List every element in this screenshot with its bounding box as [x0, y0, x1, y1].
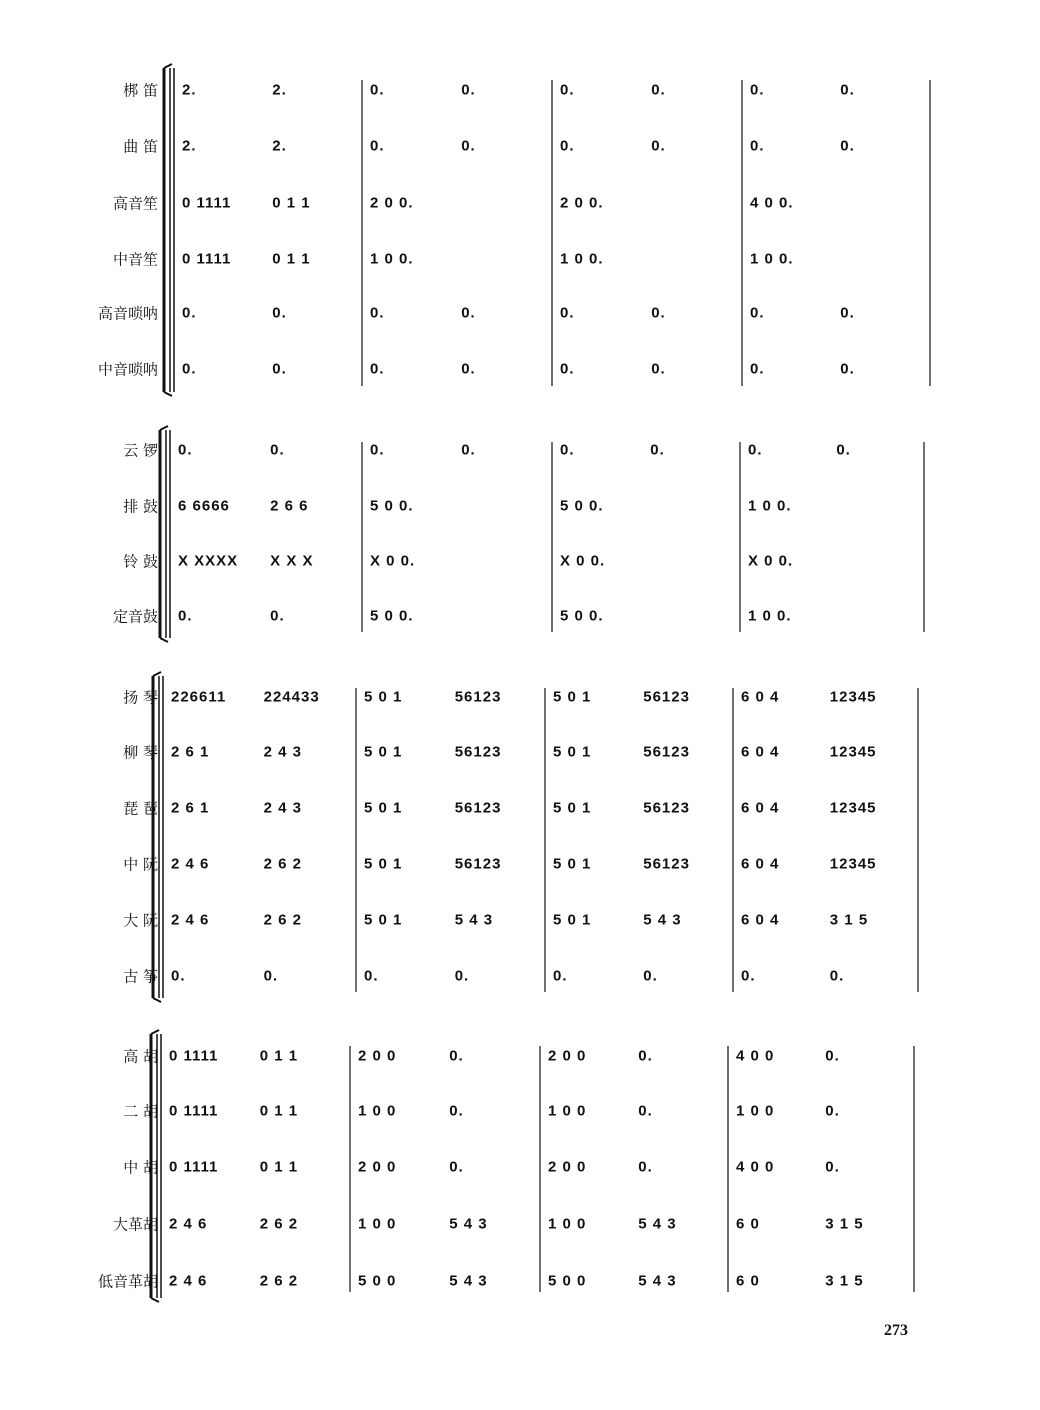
notation-beat: 1 0 0: [548, 1102, 587, 1120]
instrument-name: 中 阮: [123, 855, 158, 874]
notation-beat: X 0 0.: [370, 552, 416, 570]
notation-beat: 2 6 2: [263, 855, 302, 873]
instrument-name: 中音唢呐: [97, 360, 158, 379]
bracket-hook-bottom: [151, 1298, 159, 1302]
notation-beat: 2 4 6: [169, 1215, 208, 1233]
notation-beat: X XXXX: [178, 552, 239, 570]
notation-beat: 2 0 0: [358, 1047, 397, 1065]
notation-beat: 56123: [643, 743, 690, 761]
notation-beat: 2 4 3: [263, 743, 302, 761]
notation-beat: 0.: [825, 1102, 840, 1120]
notation-beat: 0.: [825, 1158, 840, 1176]
notation-beat: 56123: [643, 855, 690, 873]
bracket-hook-bottom: [160, 638, 168, 642]
notation-beat: 5 0 1: [553, 911, 592, 929]
notation-beat: 5 4 3: [449, 1215, 488, 1233]
notation-beat: 0.: [178, 441, 193, 459]
notation-beat: 5 0 0.: [560, 497, 604, 515]
notation-beat: 5 4 3: [638, 1215, 677, 1233]
notation-beat: 12345: [829, 688, 877, 706]
notation-beat: 0 1 1: [259, 1102, 299, 1120]
notation-beat: X X X: [270, 552, 314, 570]
notation-beat: 6 0 4: [741, 743, 780, 761]
notation-beat: 0.: [182, 304, 197, 322]
notation-beat: 5 0 1: [364, 743, 403, 761]
notation-beat: 5 0 0.: [560, 607, 604, 625]
notation-beat: 2 4 6: [169, 1272, 208, 1290]
notation-beat: 5 4 3: [449, 1272, 488, 1290]
notation-beat: 0 1 1: [272, 250, 311, 268]
notation-beat: 0.: [750, 81, 765, 99]
notation-beat: 1 0 0.: [370, 250, 414, 268]
notation-beat: 1 0 0: [358, 1215, 397, 1233]
page-number: 273: [884, 1322, 908, 1339]
instrument-name: 大 阮: [123, 911, 158, 930]
notation-beat: 1 0 0.: [750, 250, 794, 268]
notation-beat: 5 0 1: [553, 799, 592, 817]
notation-beat: 0.: [454, 967, 470, 985]
notation-beat: 5 0 0: [548, 1272, 587, 1290]
notation-beat: 6 0 4: [741, 911, 780, 929]
notation-beat: 0 1111: [169, 1047, 219, 1065]
notation-beat: 2 0 0: [548, 1158, 587, 1176]
notation-beat: 0.: [270, 441, 285, 459]
notation-beat: 0.: [461, 441, 476, 459]
notation-beat: 1 0 0.: [748, 497, 792, 515]
instrument-name: 高音唢呐: [97, 304, 158, 323]
bracket-hook-top: [151, 1030, 159, 1034]
notation-beat: 5 0 0.: [370, 497, 414, 515]
bracket-hook-bottom: [153, 998, 161, 1002]
notation-beat: 3 1 5: [825, 1272, 864, 1290]
notation-beat: 0.: [651, 360, 666, 378]
notation-beat: 0.: [370, 137, 385, 155]
notation-beat: 0 1 1: [259, 1047, 299, 1065]
notation-beat: 2 6 6: [270, 497, 309, 515]
notation-beat: 0.: [560, 81, 575, 99]
notation-beat: 6 0: [736, 1215, 760, 1233]
notation-beat: 6 0 4: [741, 855, 780, 873]
notation-beat: 0.: [741, 967, 756, 985]
instrument-name: 古 筝: [123, 967, 158, 986]
notation-beat: 0 1 1: [259, 1158, 299, 1176]
notation-beat: 0.: [638, 1047, 653, 1065]
notation-beat: 2.: [182, 81, 197, 99]
notation-beat: 6 0 4: [741, 799, 780, 817]
notation-beat: 2.: [182, 137, 197, 155]
notation-beat: 1 0 0: [548, 1215, 587, 1233]
instrument-name: 中音笙: [112, 250, 158, 269]
notation-beat: 0.: [461, 137, 476, 155]
notation-beat: 56123: [454, 855, 502, 873]
notation-beat: 6 0 4: [741, 688, 780, 706]
notation-beat: 0.: [840, 81, 855, 99]
notation-beat: X 0 0.: [748, 552, 794, 570]
notation-beat: 0.: [651, 81, 666, 99]
notation-beat: 4 0 0: [736, 1158, 775, 1176]
instrument-name: 大革胡: [112, 1215, 158, 1234]
notation-beat: 56123: [643, 688, 690, 706]
notation-beat: X 0 0.: [560, 552, 606, 570]
notation-beat: 2.: [272, 81, 287, 99]
notation-beat: 0.: [449, 1102, 464, 1120]
notation-beat: 0.: [650, 441, 665, 459]
instrument-name: 扬 琴: [123, 688, 158, 707]
notation-beat: 0.: [638, 1158, 653, 1176]
notation-beat: 2 6 2: [259, 1215, 299, 1233]
notation-beat: 3 1 5: [829, 911, 869, 929]
notation-beat: 2 0 0.: [370, 194, 414, 212]
notation-beat: 5 0 1: [553, 743, 592, 761]
notation-beat: 0 1 1: [272, 194, 311, 212]
notation-beat: 0.: [560, 304, 575, 322]
notation-beat: 12345: [829, 799, 877, 817]
notation-beat: 0.: [651, 304, 666, 322]
notation-beat: 0.: [449, 1158, 464, 1176]
notation-beat: 0 1111: [182, 194, 232, 212]
instrument-name: 低音革胡: [97, 1272, 158, 1291]
instrument-name: 琵 琶: [123, 799, 158, 818]
notation-beat: 0.: [750, 137, 765, 155]
notation-beat: 2 6 1: [171, 799, 210, 817]
notation-beat: 0.: [840, 360, 855, 378]
notation-beat: 2 0 0.: [560, 194, 604, 212]
notation-beat: 2 4 6: [171, 911, 210, 929]
notation-beat: 0.: [370, 360, 385, 378]
notation-beat: 0.: [840, 137, 855, 155]
notation-beat: 0.: [272, 304, 287, 322]
notation-beat: 5 4 3: [638, 1272, 677, 1290]
notation-beat: 4 0 0.: [750, 194, 794, 212]
bracket-hook-bottom: [164, 392, 172, 396]
notation-beat: 56123: [454, 688, 502, 706]
notation-beat: 0.: [560, 137, 575, 155]
notation-beat: 5 0 0: [358, 1272, 397, 1290]
notation-beat: 0.: [370, 81, 385, 99]
notation-beat: 5 0 1: [553, 688, 592, 706]
notation-beat: 6 6666: [178, 497, 230, 515]
bracket-hook-top: [164, 64, 172, 68]
notation-beat: 0.: [836, 441, 851, 459]
notation-beat: 1 0 0: [358, 1102, 397, 1120]
notation-beat: 2.: [272, 137, 287, 155]
notation-beat: 0.: [364, 967, 379, 985]
instrument-name: 二 胡: [123, 1102, 158, 1121]
notation-beat: 56123: [454, 743, 502, 761]
notation-beat: 0.: [461, 81, 476, 99]
notation-beat: 12345: [829, 743, 877, 761]
notation-beat: 5 4 3: [454, 911, 494, 929]
notation-beat: 0.: [643, 967, 658, 985]
notation-beat: 0.: [263, 967, 279, 985]
notation-beat: 0.: [560, 441, 575, 459]
notation-beat: 0.: [272, 360, 287, 378]
notation-beat: 0.: [750, 360, 765, 378]
notation-beat: 0.: [171, 967, 186, 985]
notation-beat: 56123: [454, 799, 502, 817]
notation-beat: 2 6 1: [171, 743, 210, 761]
notation-beat: 1 0 0.: [560, 250, 604, 268]
notation-beat: 0.: [750, 304, 765, 322]
notation-beat: 5 0 1: [364, 688, 403, 706]
notation-beat: 5 0 1: [364, 911, 403, 929]
notation-beat: 2 0 0: [548, 1047, 587, 1065]
notation-beat: 5 0 1: [553, 855, 592, 873]
instrument-name: 铃 鼓: [123, 552, 158, 571]
notation-beat: 0.: [638, 1102, 653, 1120]
notation-beat: 0.: [553, 967, 568, 985]
notation-beat: 0.: [840, 304, 855, 322]
instrument-name: 云 锣: [123, 441, 158, 460]
notation-beat: 3 1 5: [825, 1215, 864, 1233]
notation-beat: 4 0 0: [736, 1047, 775, 1065]
notation-beat: 0 1111: [169, 1102, 219, 1120]
notation-beat: 0 1111: [182, 250, 232, 268]
notation-beat: 0.: [449, 1047, 464, 1065]
notation-beat: 226611: [171, 688, 227, 706]
notation-beat: 2 6 2: [263, 911, 302, 929]
notation-beat: 5 0 1: [364, 799, 403, 817]
notation-beat: 5 4 3: [643, 911, 682, 929]
notation-beat: 0.: [829, 967, 845, 985]
notation-beat: 5 0 0.: [370, 607, 414, 625]
instrument-name: 曲 笛: [123, 137, 158, 156]
notation-beat: 0.: [651, 137, 666, 155]
instrument-name: 定音鼓: [112, 607, 158, 626]
notation-beat: 0.: [560, 360, 575, 378]
notation-beat: 0.: [370, 304, 385, 322]
notation-beat: 56123: [643, 799, 690, 817]
instrument-name: 高音笙: [112, 194, 158, 213]
notation-beat: 0.: [182, 360, 197, 378]
instrument-name: 高 胡: [123, 1047, 158, 1066]
notation-beat: 5 0 1: [364, 855, 403, 873]
notation-beat: 0.: [370, 441, 385, 459]
bracket-hook-top: [153, 672, 161, 676]
notation-beat: 0.: [748, 441, 763, 459]
bracket-hook-top: [160, 426, 168, 430]
instrument-name: 梆 笛: [123, 81, 158, 100]
notation-beat: 2 4 3: [263, 799, 302, 817]
notation-beat: 12345: [829, 855, 877, 873]
notation-beat: 0.: [178, 607, 193, 625]
instrument-name: 柳 琴: [123, 743, 158, 762]
notation-beat: 2 4 6: [171, 855, 210, 873]
notation-beat: 2 0 0: [358, 1158, 397, 1176]
notation-beat: 1 0 0: [736, 1102, 775, 1120]
notation-beat: 0.: [461, 304, 476, 322]
notation-beat: 1 0 0.: [748, 607, 792, 625]
notation-beat: 0 1111: [169, 1158, 219, 1176]
notation-beat: 224433: [263, 688, 320, 706]
instrument-name: 排 鼓: [123, 497, 158, 516]
notation-beat: 0.: [270, 607, 285, 625]
notation-beat: 0.: [461, 360, 476, 378]
notation-beat: 6 0: [736, 1272, 760, 1290]
notation-beat: 2 6 2: [259, 1272, 299, 1290]
notation-beat: 0.: [825, 1047, 840, 1065]
instrument-name: 中 胡: [123, 1158, 158, 1177]
